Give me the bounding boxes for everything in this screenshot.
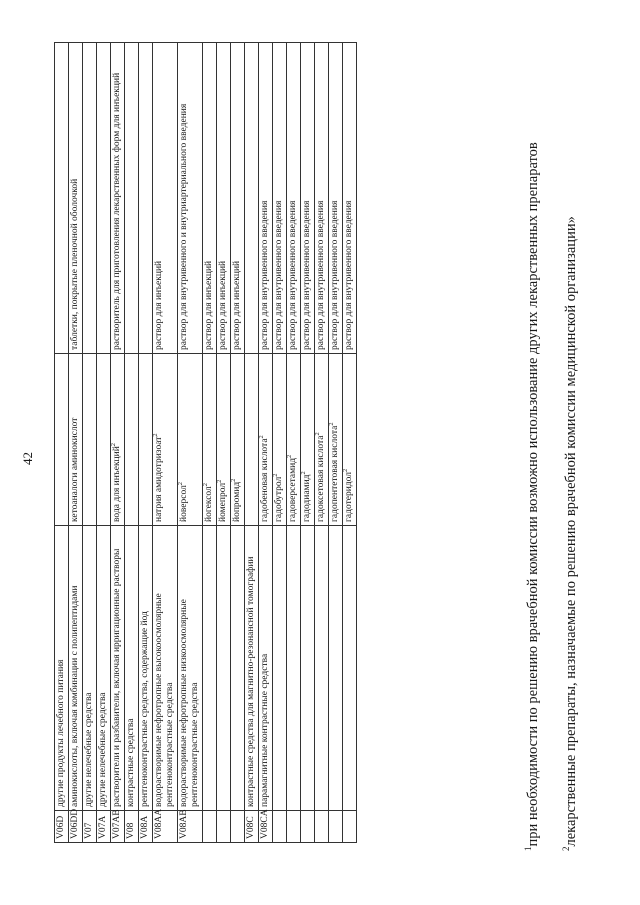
atc-group-cell	[203, 526, 217, 811]
drug-name-cell	[55, 354, 69, 526]
dosage-form-cell	[203, 43, 217, 354]
footnote-ref: 2	[229, 478, 237, 482]
page-number: 42	[20, 452, 35, 465]
atc-group-cell	[69, 526, 83, 811]
footnote-2-text: лекарственные препараты, назначаемые по решению врачебной комиссии медицинской организации»	[562, 216, 579, 847]
atc-group-cell-text: рентгеноконтрастные средства, содержащие йод	[140, 611, 150, 807]
drug-name-cell-text: йогексол	[204, 486, 214, 522]
drug-name-cell	[287, 354, 301, 526]
dosage-form-cell	[69, 43, 83, 354]
atc-code-cell	[203, 811, 217, 843]
dosage-form-cell-text: раствор для инъекций	[218, 260, 228, 350]
atc-code-cell	[55, 811, 69, 843]
drug-name-cell-text: натрия амидотризоат	[154, 436, 164, 522]
atc-group-cell	[245, 526, 259, 811]
atc-group-cell	[153, 526, 178, 811]
atc-code-cell	[231, 811, 245, 843]
atc-code-cell	[273, 811, 287, 843]
drug-name-cell	[97, 354, 111, 526]
atc-group-cell-text: водорастворимые нефротропные высокоосмолярные рентгеноконтрастные средства	[154, 593, 175, 807]
atc-code-cell-text: V08A	[140, 815, 150, 839]
atc-code-cell-text: V08AA	[154, 808, 164, 839]
atc-group-cell-text: парамагнитные контрастные средства	[260, 653, 270, 807]
dosage-form-cell-text: раствор для внутривенного введения	[274, 200, 284, 350]
dosage-form-cell-text: раствор для внутривенного введения	[302, 200, 312, 350]
atc-code-cell	[178, 811, 203, 843]
dosage-form-cell-text: раствор для инъекций	[154, 260, 164, 350]
atc-code-cell-text: V08	[126, 822, 136, 839]
table-row	[273, 43, 287, 843]
drug-name-cell	[245, 354, 259, 526]
atc-group-cell-text: контрастные средства для магнитно-резонансной томографии	[246, 556, 256, 807]
atc-code-cell	[83, 811, 97, 843]
dosage-form-cell	[178, 43, 203, 354]
footnote-ref: 2	[151, 433, 159, 437]
table-row	[111, 43, 125, 843]
atc-group-cell-text: другие продукты лечебного питания	[56, 659, 66, 807]
atc-group-cell	[259, 526, 273, 811]
atc-group-cell-text: аминокислоты, включая комбинации с полипептидами	[70, 585, 80, 807]
atc-group-cell	[231, 526, 245, 811]
atc-group-cell-text: растворители и разбавители, включая ирригационные растворы	[112, 548, 122, 807]
drug-name-cell-text: гадотеридол	[344, 472, 354, 522]
drug-name-cell-text: гадоверсетамид	[288, 457, 298, 522]
table-row	[69, 43, 83, 843]
atc-code-cell	[259, 811, 273, 843]
atc-code-cell-text: V08C	[246, 816, 256, 839]
table-row	[125, 43, 139, 843]
footnote-2	[558, 11, 580, 851]
atc-group-cell	[178, 526, 203, 811]
drug-name-cell	[315, 354, 329, 526]
footnote-ref: 2	[271, 473, 279, 477]
dosage-form-cell-text: растворитель для приготовления лекарственных форм для инъекций	[112, 72, 122, 350]
dosage-form-cell	[139, 43, 153, 354]
atc-code-cell	[301, 811, 315, 843]
drug-name-cell	[203, 354, 217, 526]
drug-name-cell-text: йопромид	[232, 481, 242, 522]
atc-group-cell-text: другие нелечебные средства	[98, 692, 108, 807]
drug-name-cell	[259, 354, 273, 526]
footnote-ref: 2	[201, 482, 209, 487]
atc-group-cell	[301, 526, 315, 811]
atc-code-cell	[153, 808, 178, 843]
footnote-1-text: при необходимости по решению врачебной комиссии возможно использование других лекарственных препаратов	[524, 142, 541, 847]
atc-group-cell-text: контрастные средства	[126, 718, 136, 807]
atc-code-cell	[125, 811, 139, 843]
atc-code-cell	[329, 811, 343, 843]
table-row	[153, 43, 178, 843]
dosage-form-cell	[301, 43, 315, 354]
footnote-ref: 2	[176, 481, 184, 486]
atc-group-cell	[111, 526, 125, 811]
table-row	[178, 43, 203, 843]
atc-code-cell	[69, 808, 83, 843]
atc-code-cell-text: V07AB	[112, 809, 122, 839]
drug-name-cell	[217, 354, 231, 526]
dosage-form-cell	[153, 43, 178, 354]
table-row	[139, 43, 153, 843]
footnote-ref: 2	[257, 435, 265, 439]
dosage-form-cell	[111, 43, 125, 354]
dosage-form-cell	[245, 43, 259, 354]
drug-name-cell	[231, 354, 245, 526]
atc-group-cell	[97, 526, 111, 811]
drug-name-cell	[153, 354, 178, 526]
drug-name-cell	[178, 354, 203, 526]
drug-name-cell-text: вода для инъекций	[112, 446, 122, 522]
atc-group-cell	[139, 526, 153, 811]
dosage-form-cell	[55, 43, 69, 354]
table-row	[301, 43, 315, 843]
dosage-form-cell	[217, 43, 231, 354]
dosage-form-cell-text: раствор для инъекций	[232, 260, 242, 350]
drug-name-cell	[139, 354, 153, 526]
table-row	[97, 43, 111, 843]
dosage-form-cell-text: раствор для инъекций	[204, 260, 214, 350]
atc-code-cell-text: V07A	[98, 815, 108, 839]
atc-group-cell-text: другие нелечебные средства	[84, 692, 94, 807]
footnote-ref: 2	[341, 468, 349, 473]
table-row	[329, 43, 343, 843]
dosage-form-cell	[259, 43, 273, 354]
table-row	[245, 43, 259, 843]
drug-name-cell	[301, 354, 315, 526]
dosage-form-cell-text: раствор для внутривенного введения	[344, 200, 354, 350]
dosage-form-cell	[315, 43, 329, 354]
footnote-ref: 2	[285, 454, 293, 458]
atc-group-cell	[287, 526, 301, 811]
dosage-form-cell	[231, 43, 245, 354]
atc-group-cell	[273, 526, 287, 811]
atc-code-cell-text: V06DD	[70, 808, 80, 839]
atc-code-cell-text: V08AB	[179, 809, 189, 839]
atc-code-cell	[315, 811, 329, 843]
atc-code-cell	[287, 811, 301, 843]
drug-name-cell	[83, 354, 97, 526]
footnote-ref: 2	[215, 479, 223, 483]
drug-name-cell	[273, 354, 287, 526]
footnote-ref: 2	[313, 432, 321, 436]
drug-name-cell	[329, 354, 343, 526]
table-row	[83, 43, 97, 843]
dosage-form-cell	[343, 43, 357, 354]
atc-code-cell	[111, 811, 125, 843]
footnote-ref: 2	[299, 471, 307, 475]
dosage-form-cell	[125, 43, 139, 354]
atc-code-cell	[97, 811, 111, 843]
atc-code-cell	[139, 811, 153, 843]
footnote-1-mark: 1	[523, 846, 533, 851]
dosage-form-cell	[287, 43, 301, 354]
table-row	[203, 43, 217, 843]
drug-name-cell-text: гадобеновая кислота	[260, 438, 270, 522]
footnote-ref: 2	[327, 422, 335, 426]
drug-name-cell-text: гадобутрол	[274, 476, 284, 522]
table-row	[259, 43, 273, 843]
dosage-form-cell-text: таблетки, покрытые пленочной оболочкой	[70, 178, 80, 350]
atc-group-cell	[125, 526, 139, 811]
drug-name-cell-text: гадоксетовая кислота	[316, 435, 326, 522]
atc-group-cell	[83, 526, 97, 811]
dosage-form-cell-text: раствор для внутривенного введения	[260, 200, 270, 350]
atc-code-cell	[217, 811, 231, 843]
drug-name-cell-text: кетоаналоги аминокислот	[70, 417, 80, 522]
atc-code-cell	[343, 811, 357, 843]
table-row	[217, 43, 231, 843]
table-row	[343, 43, 357, 843]
table-row	[231, 43, 245, 843]
table-row	[55, 43, 69, 843]
atc-group-cell	[343, 526, 357, 811]
drug-name-cell	[343, 354, 357, 526]
drug-name-cell-text: гадодиамид	[302, 474, 312, 522]
atc-code-cell-text: V07	[84, 822, 94, 839]
footnote-ref: 2	[109, 442, 117, 447]
drug-name-cell-text: гадопентетовая кислота	[330, 425, 340, 522]
drug-name-cell	[69, 354, 83, 526]
table-row	[315, 43, 329, 843]
dosage-form-cell-text: раствор для внутривенного введения	[330, 200, 340, 350]
atc-code-cell-text: V06D	[56, 815, 66, 839]
atc-group-cell-text: водорастворимые нефротропные низкоосмолярные рентгеноконтрастные средства	[179, 599, 200, 807]
drug-classification-table	[54, 42, 357, 843]
atc-group-cell	[315, 526, 329, 811]
atc-group-cell	[329, 526, 343, 811]
dosage-form-cell-text: раствор для внутривенного введения	[316, 200, 326, 350]
dosage-form-cell-text: раствор для внутривенного и внутриартериального введения	[179, 103, 189, 350]
drug-name-cell	[125, 354, 139, 526]
drug-name-cell-text: йомепрол	[218, 482, 228, 522]
footnote-1	[520, 31, 542, 871]
dosage-form-cell	[97, 43, 111, 354]
dosage-form-cell	[329, 43, 343, 354]
atc-code-cell-text: V08CA	[260, 809, 270, 839]
dosage-form-cell-text: раствор для внутривенного введения	[288, 200, 298, 350]
footnote-2-mark: 2	[561, 846, 571, 851]
table-row	[287, 43, 301, 843]
drug-name-cell-text: йоверсол	[179, 485, 189, 522]
drug-name-cell	[111, 354, 125, 526]
dosage-form-cell	[83, 43, 97, 354]
atc-group-cell	[217, 526, 231, 811]
dosage-form-cell	[273, 43, 287, 354]
atc-code-cell	[245, 811, 259, 843]
atc-group-cell	[55, 526, 69, 811]
